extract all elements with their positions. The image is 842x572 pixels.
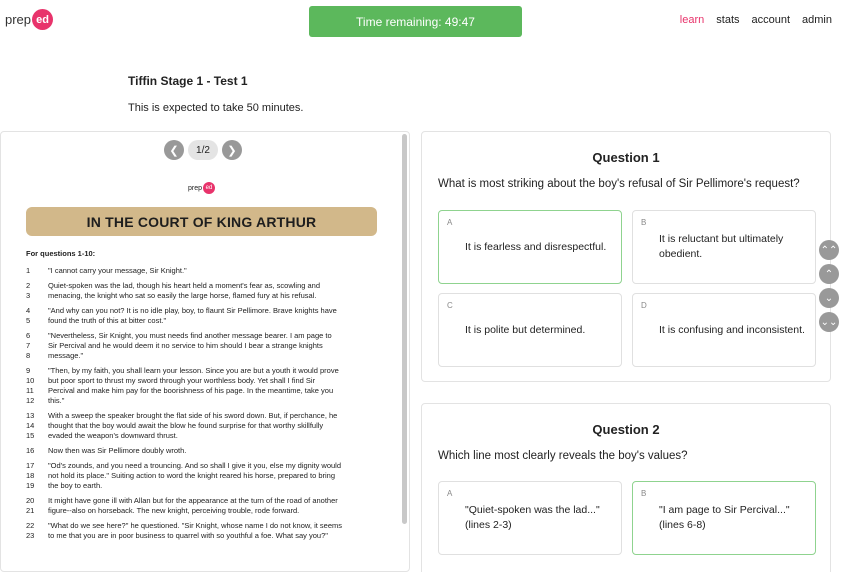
test-title: Tiffin Stage 1 - Test 1 <box>128 74 248 88</box>
logo-ed-badge: ed <box>32 9 53 30</box>
line-numbers <box>26 331 48 360</box>
paragraph-text <box>48 266 381 276</box>
answer-option-c[interactable] <box>438 293 622 367</box>
chevron-right-icon[interactable]: ❯ <box>222 140 242 160</box>
line-number: 13 <box>26 411 35 421</box>
question-card-1 <box>421 131 831 382</box>
line-numbers <box>26 461 48 490</box>
nav-stats[interactable]: stats <box>716 14 740 26</box>
paragraph-text <box>48 521 381 541</box>
option-text: It is polite but determined. <box>465 323 586 336</box>
time-remaining-banner: Time remaining: 49:47 <box>309 6 522 37</box>
option-letter: A <box>447 218 453 227</box>
line-number: 22 <box>26 521 35 531</box>
line-number: 4 <box>26 306 31 316</box>
question-heading: Question 1 <box>592 150 660 165</box>
chevron-down-icon[interactable]: ⌄ <box>819 288 839 308</box>
double-chevron-down-icon[interactable]: ⌄⌄ <box>819 312 839 332</box>
passage-paragraph <box>26 366 381 405</box>
chevron-up-icon[interactable]: ⌃ <box>819 264 839 284</box>
line-numbers <box>26 521 48 541</box>
option-text: It is reluctant but ultimately obedient. <box>659 233 784 260</box>
test-duration-note: This is expected to take 50 minutes. <box>128 102 304 114</box>
line-number: 5 <box>26 316 31 326</box>
passage-paragraph <box>26 521 381 541</box>
line-number: 7 <box>26 341 31 351</box>
passage-line: "I cannot carry your message, Sir Knight." <box>48 266 187 275</box>
line-number: 10 <box>26 376 35 386</box>
passage-line: Quiet-spoken was the lad, though his heart held a moment's fear as, scowling and <box>48 281 321 291</box>
passage-line: "And why can you not? It is no idle play, boy, to flaunt Sir Pellimore. Brave knights have <box>48 306 337 316</box>
question-text: What is most striking about the boy's refusal of Sir Pellimore's request? <box>438 178 800 190</box>
line-numbers <box>26 496 48 516</box>
line-numbers <box>26 366 48 405</box>
passage-panel <box>0 131 410 572</box>
answer-option-b[interactable] <box>632 481 816 555</box>
top-nav <box>680 14 832 26</box>
option-text: It is confusing and inconsistent. <box>659 323 805 336</box>
paragraph-text <box>48 366 381 405</box>
paragraph-text <box>48 306 381 326</box>
passage-line: menacing, the knight who sat so easily the large horse, flamed fury at his refusal. <box>48 291 317 301</box>
paragraph-text <box>48 411 381 440</box>
question-text: Which line most clearly reveals the boy's values? <box>438 450 688 462</box>
passage-logo-ed-badge: ed <box>203 182 215 194</box>
passage-line: but poor sport to thrust my sword through your worthless body. Yet shall I find Sir <box>48 376 316 386</box>
paragraph-text <box>48 496 381 516</box>
line-number: 9 <box>26 366 31 376</box>
passage-line: evaded the weapon's downward thrust. <box>48 430 178 440</box>
passage-title-banner: IN THE COURT OF KING ARTHUR <box>26 207 377 236</box>
line-number: 1 <box>26 266 31 275</box>
line-number: 6 <box>26 331 31 341</box>
line-numbers <box>26 266 48 276</box>
line-number: 14 <box>26 420 35 430</box>
answer-option-b[interactable] <box>632 210 816 284</box>
passage-logo-prep: prep <box>188 184 203 192</box>
for-questions-label: For questions 1-10: <box>26 249 96 258</box>
chevron-left-icon[interactable]: ❮ <box>164 140 184 160</box>
passage-line: this." <box>48 395 65 405</box>
passage-line: not hold its place." Suiting action to word the knight reared his horse, prepared to bring <box>48 471 335 481</box>
page-navigator <box>164 140 242 160</box>
line-numbers <box>26 306 48 326</box>
passage-line: Now then was Sir Pellimore doubly wroth. <box>48 445 187 455</box>
passage-line: "What do we see here?" he questioned. "Sir Knight, whose name I do not know, it seems <box>48 521 342 531</box>
option-letter: D <box>641 301 647 310</box>
logo[interactable] <box>5 9 53 30</box>
logo-prep: prep <box>5 12 32 27</box>
question-card-2 <box>421 403 831 572</box>
passage-line: thought that the boy would await the blow he found surprise for that worthy skillfully <box>48 420 324 430</box>
line-numbers <box>26 281 48 301</box>
line-number: 2 <box>26 281 31 291</box>
nav-account[interactable]: account <box>751 14 791 26</box>
question-heading: Question 2 <box>592 422 660 437</box>
option-text: "I am page to Sir Percival..." (lines 6-8) <box>659 504 790 531</box>
line-number: 15 <box>26 430 35 440</box>
passage-paragraph <box>26 411 381 440</box>
paragraph-text <box>48 331 381 360</box>
passage-text <box>26 266 381 546</box>
passage-paragraph <box>26 461 381 490</box>
line-number: 17 <box>26 461 35 471</box>
paragraph-text <box>48 446 381 456</box>
option-text: "Quiet-spoken was the lad..." (lines 2-3) <box>465 504 600 531</box>
passage-paragraph <box>26 306 381 326</box>
line-number: 12 <box>26 395 35 405</box>
line-number: 23 <box>26 531 35 541</box>
line-number: 8 <box>26 351 31 361</box>
line-number: 18 <box>26 471 35 481</box>
passage-paragraph <box>26 496 381 516</box>
paragraph-text <box>48 461 381 490</box>
passage-line: "Od's zounds, and you need a trouncing. And so shall I give it you, else my dignity would <box>48 461 342 471</box>
answer-option-d[interactable] <box>632 293 816 367</box>
passage-paragraph <box>26 331 381 360</box>
passage-line: the boy to earth. <box>48 480 103 490</box>
line-numbers <box>26 446 48 456</box>
passage-line: "Nevertheless, Sir Knight, you must needs find another message bearer. I am page to <box>48 331 332 341</box>
passage-line: found the truth of this at bitter cost." <box>48 316 167 326</box>
passage-line: Sir Percival and he would deem it no service to him should I bear a strange knights <box>48 341 323 351</box>
passage-paragraph <box>26 266 381 276</box>
passage-line: message." <box>48 351 84 361</box>
passage-paragraph <box>26 446 381 456</box>
passage-paragraph <box>26 281 381 301</box>
option-text: It is fearless and disrespectful. <box>465 240 607 253</box>
question-scroll-controls <box>819 240 839 332</box>
nav-admin[interactable]: admin <box>802 14 832 26</box>
line-number: 16 <box>26 445 35 455</box>
option-letter: A <box>447 489 453 498</box>
passage-scrollbar[interactable] <box>402 134 407 524</box>
paragraph-text <box>48 281 381 301</box>
line-number: 20 <box>26 496 35 506</box>
passage-line: With a sweep the speaker brought the flat side of his sword down. But, if perchance, he <box>48 411 338 421</box>
option-letter: B <box>641 489 647 498</box>
double-chevron-up-icon[interactable]: ⌃⌃ <box>819 240 839 260</box>
passage-line: "Then, by my faith, you shall learn your lesson. Since you are but a youth it would prove <box>48 366 339 376</box>
passage-line: figure--also on horseback. The new knight, perceiving trouble, rode forward. <box>48 505 300 515</box>
line-number: 3 <box>26 291 31 301</box>
line-number: 21 <box>26 505 35 515</box>
page-indicator: 1/2 <box>188 140 218 160</box>
option-letter: C <box>447 301 453 310</box>
option-letter: B <box>641 218 647 227</box>
passage-line: Percival and make him pay for the boorishness of his page. In the meantime, take you <box>48 385 334 395</box>
line-numbers <box>26 411 48 440</box>
line-number: 19 <box>26 480 35 490</box>
nav-learn[interactable]: learn <box>679 14 705 26</box>
answer-option-a[interactable] <box>438 481 622 555</box>
passage-line: to me that you are in poor business to quarrel with so youthful a foe. What say you?" <box>48 531 328 541</box>
answer-option-a[interactable] <box>438 210 622 284</box>
passage-logo <box>188 182 215 194</box>
line-number: 11 <box>26 385 34 395</box>
passage-line: It might have gone ill with Allan but for the appearance at the turn of the road of another <box>48 496 338 506</box>
